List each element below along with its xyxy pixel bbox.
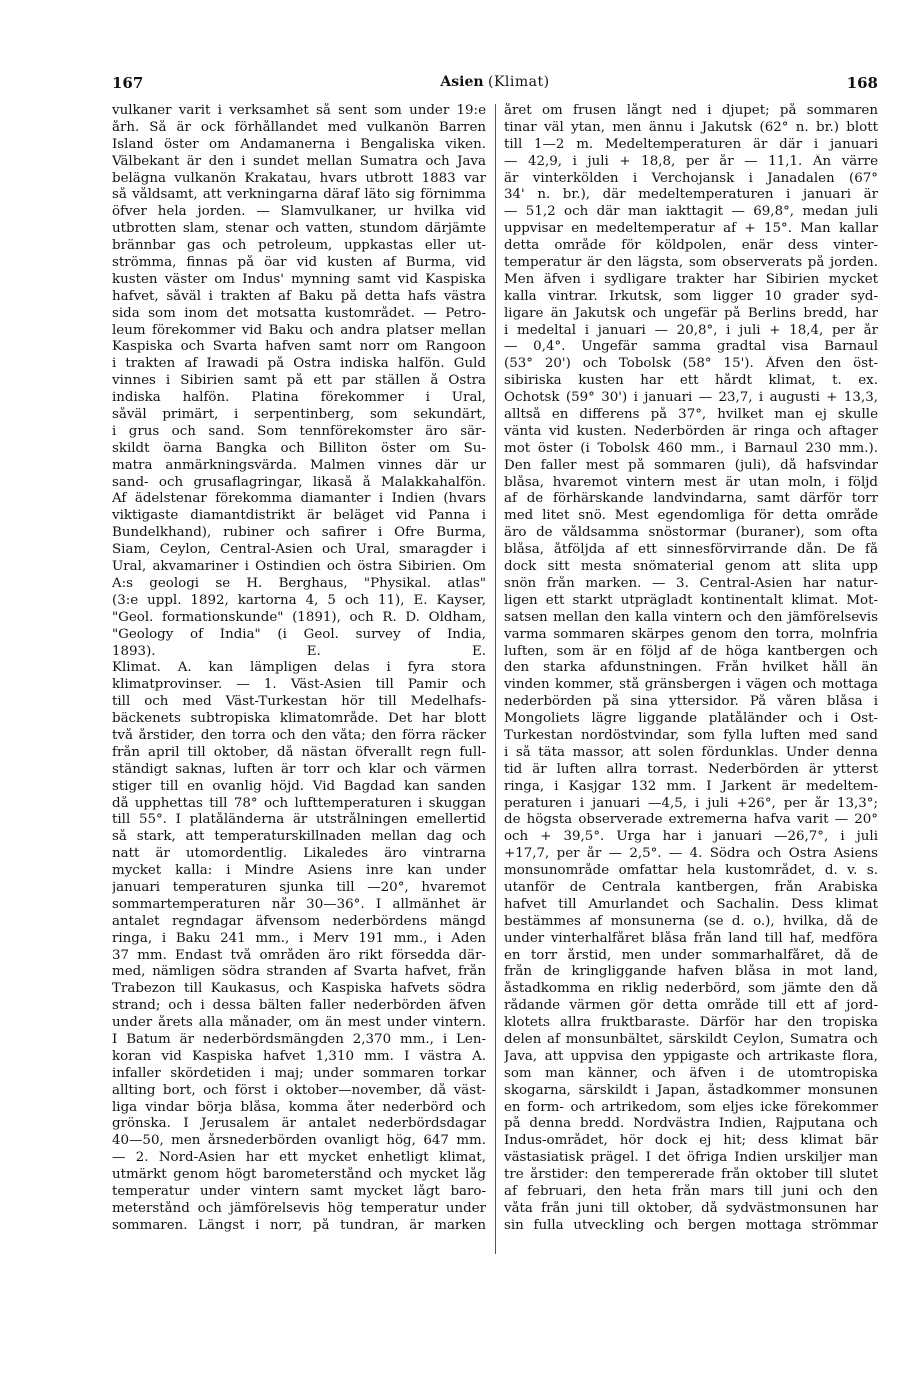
text-line: — 0,4°. Ungefär samma gradtal visa Barnaul <box>504 339 878 355</box>
text-line: vinnes i Sibirien samt på ett par ställen å Östra <box>112 373 486 389</box>
text-line: rådande värmen gör detta område till ett af jord- <box>504 998 878 1014</box>
text-line: Bundelkhand), rubiner och safirer i Öfre Burma, <box>112 525 486 541</box>
page-number-right: 168 <box>846 74 878 92</box>
text-line: Mongoliets lägre liggande platåländer och i Öst- <box>504 711 878 727</box>
text-line: under årets alla månader, om än mest under vintern. <box>112 1015 486 1031</box>
text-line: utmärkt genom högt barometerstånd och mycket låg <box>112 1167 486 1183</box>
text-line: blåsa, åtföljda af ett sinnesförvirrande dån. De få <box>504 542 878 558</box>
running-head-title: Asien <box>440 74 484 90</box>
text-line: de högsta observerade extremerna hafva varit — 20° <box>504 812 878 828</box>
text-line: våta från juni till oktober, då sydvästmonsunen har <box>504 1200 878 1216</box>
text-line: med, nämligen södra stranden af Svarta hafvet, från <box>112 964 486 980</box>
text-line: utbrotten slam, stenar och vatten, stundom därjämte <box>112 221 486 237</box>
text-line: — 2. Nord-Asien har ett mycket enhetligt klimat, <box>112 1150 486 1166</box>
text-line: viktigaste diamantdistrikt är beläget vid Panna i <box>112 508 486 524</box>
text-line: tinar väl ytan, men ännu i Jakutsk (62° n. br.) blott <box>504 119 878 135</box>
text-line: klotets allra fruktbaraste. Därför har den tropiska <box>504 1015 878 1031</box>
text-line: i grus och sand. Som tennförekomster äro sär- <box>112 423 486 439</box>
text-line: västasiatisk prägel. I det öfriga Indien urskiljer man <box>504 1150 878 1166</box>
text-line: ringa, i Kasjgar 132 mm. I Jarkent är medeltem- <box>504 778 878 794</box>
text-line: Java, att uppvisa den yppigaste och artrikaste flora, <box>504 1048 878 1064</box>
text-line: sommaren. Längst i norr, på tundran, är marken <box>112 1217 486 1233</box>
text-line: som man känner, och äfven i de utomtropiska <box>504 1065 878 1081</box>
text-line: temperatur är den lägsta, som observerats på jorden. <box>504 255 878 271</box>
text-line: under vinterhalfåret blåsa från land till haf, medföra <box>504 930 878 946</box>
text-line: leum förekommer vid Baku och andra platser mellan <box>112 322 486 338</box>
text-line: +17,7, per år — 2,5°. — 4. Södra och Östra Asiens <box>504 846 878 862</box>
running-head-subtitle: (Klimat) <box>488 74 550 90</box>
text-line: monsunområde omfattar hela kustområdet, d. v. s. <box>504 863 878 879</box>
left-text-column <box>112 103 486 1235</box>
text-line: och + 39,5°. Urga har i januari —26,7°, i juli <box>504 829 878 845</box>
text-line: med litet snö. Mest egendomliga för detta område <box>504 508 878 524</box>
text-line: strömma, finnas på öar vid kusten af Burma, vid <box>112 255 486 271</box>
text-line: äro de våldsamma snöstormar (buraner), som ofta <box>504 525 878 541</box>
text-line: (53° 20') och Tobolsk (58° 15'). Äfven den öst- <box>504 356 878 372</box>
text-line: luften, som är en följd af de höga kantbergen och <box>504 643 878 659</box>
text-line: varma sommaren skärpes genom den torra, molnfria <box>504 626 878 642</box>
text-line: temperatur under vintern samt mycket lågt baro- <box>112 1184 486 1199</box>
text-line: från april till oktober, då nästan öfverallt regn full- <box>112 744 486 760</box>
text-line: af februari, den heta från mars till juni och den <box>504 1184 878 1199</box>
text-line: koran vid Kaspiska hafvet 1,310 mm. I västra A. <box>112 1048 486 1064</box>
text-line: hafvet till Amurlandet och Sachalin. Dess klimat <box>504 896 878 912</box>
text-line: vinden kommer, stå gränsbergen i vägen och mottaga <box>504 677 878 693</box>
text-line: åstadkomma en riklig nederbörd, som jämte den då <box>504 981 878 997</box>
text-line: ringa, i Baku 241 mm., i Merv 191 mm., i Aden <box>112 930 486 946</box>
text-line: meterstånd och jämförelsevis hög temperatur under <box>112 1200 486 1216</box>
text-line: Island öster om Andamanerna i Bengaliska viken. <box>112 136 486 152</box>
text-line: 34' n. br.), där medeltemperaturen i januari är <box>504 187 878 203</box>
text-line: peraturen i januari —4,5, i juli +26°, per år 13,3°; <box>504 795 878 811</box>
text-line: uppvisar en medeltemperatur af + 15°. Man kallar <box>504 221 878 237</box>
text-line: kusten väster om Indus' mynning samt vid Kaspiska <box>112 271 486 287</box>
text-line: mycket kalla: i Mindre Asiens inre kan under <box>112 863 486 879</box>
text-line: Men äfven i sydligare trakter har Sibirien mycket <box>504 271 878 287</box>
text-line: en form- och artrikedom, som eljes icke förekommer <box>504 1099 878 1115</box>
text-line: snön från marken. — 3. Central-Asien har natur- <box>504 575 878 591</box>
text-line: Trabezon till Kaukasus, och Kaspiska hafvets södra <box>112 981 486 997</box>
text-line: utanför de Centrala kantbergen, från Arabiska <box>504 879 878 895</box>
text-line: I Batum är nederbördsmängden 2,370 mm., i Len- <box>112 1031 486 1047</box>
text-line: sin fulla utveckling och bergen mottaga strömmar <box>504 1217 878 1233</box>
text-line: sand- och grusaflagringar, likaså å Malakkahalfön. <box>112 474 486 490</box>
text-line: Turkestan nordöstvindar, som fylla luften med sand <box>504 727 878 743</box>
text-line: i så täta massor, att solen fördunklas. Under denna <box>504 744 878 760</box>
text-line: sibiriska kusten har ett hårdt klimat, t. ex. <box>504 373 878 389</box>
text-line: — 42,9, i juli + 18,8, per år — 11,1. Än värre <box>504 153 878 169</box>
text-line: januari temperaturen sjunka till —20°, hvaremot <box>112 879 486 895</box>
text-line: sommartemperaturen når 30—36°. I allmänhet är <box>112 896 486 912</box>
text-line: liga vindar börja blåsa, komma åter nederbörd och <box>112 1099 486 1115</box>
column-divider <box>495 104 496 1254</box>
text-line: (3:e uppl. 1892, kartorna 4, 5 och 11), E. Kayser, <box>112 592 486 608</box>
text-line: Ural, akvamariner i Ostindien och östra Sibirien. Om <box>112 559 486 575</box>
text-line: till 1—2 m. Medeltemperaturen är där i januari <box>504 136 878 152</box>
text-line: natt är utomordentlig. Likaledes äro vintrarna <box>112 846 486 862</box>
text-line: Klimat. A. kan lämpligen delas i fyra stora <box>112 660 486 676</box>
text-line: dock sitt mesta snömaterial genom att slita upp <box>504 559 878 575</box>
text-line: brännbar gas och petroleum, uppkastas eller ut- <box>112 238 486 254</box>
page-number-left: 167 <box>112 74 144 92</box>
text-line: så våldsamt, att verkningarna däraf läto sig förnimma <box>112 187 486 203</box>
text-line: mot öster (i Tobolsk 460 mm., i Barnaul 230 mm.). <box>504 440 878 456</box>
text-line: i trakten af Irawadi på Östra indiska halfön. Guld <box>112 356 486 372</box>
text-line: "Geology of India" (i Geol. survey of India, <box>112 626 486 642</box>
text-line: kalla vintrar. Irkutsk, som ligger 10 grader syd- <box>504 288 878 304</box>
text-line: grönska. I Jerusalem är antalet nederbördsdagar <box>112 1116 486 1132</box>
text-line: strand; och i dessa bälten faller nederbörden äfven <box>112 998 486 1014</box>
text-line: i medeltal i januari — 20,8°, i juli + 18,4, per år <box>504 322 878 338</box>
text-line: på denna bredd. Nordvästra Indien, Rajputana och <box>504 1116 878 1132</box>
right-text-column <box>504 103 878 1235</box>
text-line: öfver hela jorden. — Slamvulkaner, ur hvilka vid <box>112 204 486 220</box>
text-line: skildt öarna Bangka och Billiton öster om Su- <box>112 440 486 456</box>
text-line: belägna vulkanön Krakatau, hvars utbrott 1883 var <box>112 170 486 186</box>
text-line: Indus-området, hör dock ej hit; dess klimat bär <box>504 1133 878 1149</box>
text-line: infaller skördetiden i maj; under sommaren torkar <box>112 1065 486 1081</box>
text-line: stiger till en ovanlig höjd. Vid Bagdad kan sanden <box>112 778 486 794</box>
text-line: nederbörden på sina yttersidor. På våren blåsa i <box>504 694 878 710</box>
text-line: af de förhärskande landvindarna, samt därför torr <box>504 491 878 507</box>
text-line: klimatprovinser. — 1. Väst-Asien till Pamir och <box>112 677 486 693</box>
text-line: sida som inom det motsatta kustområdet. — Petro- <box>112 305 486 321</box>
text-line: 1893). E. E. <box>112 643 486 659</box>
text-line: indiska halfön. Platina förekommer i Ural, <box>112 390 486 406</box>
text-line: en torr årstid, men under sommarhalfåret, då de <box>504 947 878 963</box>
text-line: Den faller mest på sommaren (juli), då hafsvindar <box>504 457 878 473</box>
text-line: året om frusen långt ned i djupet; på sommaren <box>504 103 878 118</box>
text-line: allting bort, och först i oktober—november, då väst- <box>112 1082 486 1098</box>
text-line: — 51,2 och där man iakttagit — 69,8°, medan juli <box>504 204 878 220</box>
text-line: är vinterkölden i Verchojansk i Janadalen (67° <box>504 170 878 186</box>
text-line: bäckenets subtropiska klimatområde. Det har blott <box>112 711 486 727</box>
text-line: så stark, att temperaturskillnaden mellan dag och <box>112 829 486 845</box>
text-line: delen af monsunbältet, särskildt Ceylon, Sumatra och <box>504 1031 878 1047</box>
text-line: tid är luften allra torrast. Nederbörden är ytterst <box>504 761 878 777</box>
text-line: då upphettas till 78° och lufttemperaturen i skuggan <box>112 795 486 811</box>
text-line: ständigt saknas, luften är torr och klar och värmen <box>112 761 486 777</box>
text-line: till 55°. I platåländerna är utstrålningen emellertid <box>112 812 486 828</box>
text-line: såväl primärt, i serpentinberg, som sekundärt, <box>112 407 486 423</box>
text-line: ligen ett starkt utprägladt kontinentalt klimat. Mot- <box>504 592 878 608</box>
text-line: Kaspiska och Svarta hafven samt norr om Rangoon <box>112 339 486 355</box>
text-line: vänta vid kusten. Nederbörden är ringa och aftager <box>504 423 878 439</box>
text-line: vulkaner varit i verksamhet så sent som under 19:e <box>112 103 486 118</box>
text-line: två årstider, den torra och den våta; den förra räcker <box>112 727 486 743</box>
text-line: skogarna, särskildt i Japan, åstadkommer monsunen <box>504 1082 878 1098</box>
text-line: matra anmärkningsvärda. Malmen vinnes där ur <box>112 457 486 473</box>
page-header <box>112 74 878 98</box>
running-head <box>112 74 878 90</box>
text-line: tre årstider: den tempererade från oktober till slutet <box>504 1167 878 1183</box>
text-line: från de kringliggande hafven blåsa in mot land, <box>504 964 878 980</box>
text-line: detta område för köldpolen, enär dess vinter- <box>504 238 878 254</box>
text-line: 37 mm. Endast två områden äro rikt försedda där- <box>112 947 486 963</box>
text-line: A:s geologi se H. Berghaus, "Physikal. atlas" <box>112 575 486 591</box>
text-line: hafvet, såväl i trakten af Baku på detta hafs västra <box>112 288 486 304</box>
text-line: den starka afdunstningen. Från hvilket håll än <box>504 660 878 676</box>
text-line: Af ädelstenar förekomma diamanter i Indien (hvars <box>112 491 486 507</box>
text-line: ligare än Jakutsk och ungefär på Berlins bredd, har <box>504 305 878 321</box>
text-line: årh. Så är ock förhållandet med vulkanön Barren <box>112 119 486 135</box>
text-line: Välbekant är den i sundet mellan Sumatra och Java <box>112 153 486 169</box>
text-line: "Geol. formationskunde" (1891), och R. D. Oldham, <box>112 609 486 625</box>
text-line: 40—50, men årsnederbörden ovanligt hög, 647 mm. <box>112 1133 486 1149</box>
text-line: Ochotsk (59° 30') i januari — 23,7, i augusti + 13,3, <box>504 390 878 406</box>
text-line: Siam, Ceylon, Central-Asien och Ural, smaragder i <box>112 542 486 558</box>
text-line: bestämmes af monsunerna (se d. o.), hvilka, då de <box>504 913 878 929</box>
text-line: till och med Väst-Turkestan hör till Medelhafs- <box>112 694 486 710</box>
text-line: blåsa, hvaremot vintern mest är utan moln, i följd <box>504 474 878 490</box>
text-line: satsen mellan den kalla vintern och den jämförelsevis <box>504 609 878 625</box>
text-line: antalet regndagar äfvensom nederbördens mängd <box>112 913 486 929</box>
text-line: alltså en differens på 37°, hvilket man ej skulle <box>504 407 878 423</box>
